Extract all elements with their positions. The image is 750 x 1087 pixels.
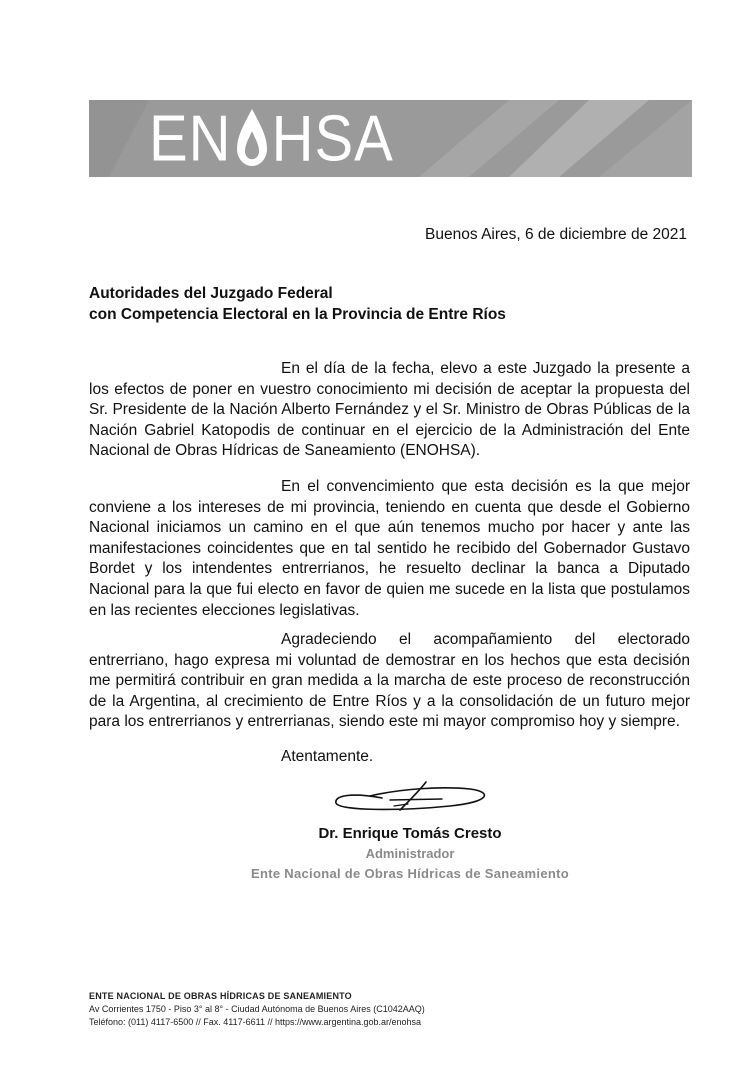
water-drop-icon [234,107,270,170]
handwritten-signature [330,776,495,816]
footer-contact: Teléfono: (011) 4117-6500 // Fax. 4117-6611 // https://www.argentina.gob.ar/enohsa [89,1017,422,1027]
body-paragraph-1: En el día de la fecha, elevo a este Juzgado la presente a los efectos de poner en vuestro conocimiento mi decisión de aceptar la propuesta del Sr. Presidente de la Nación Alberto Fernández y el Sr. Ministro de Obras Públicas de la Nación Gabriel Katopodis de continuar en el ejercicio de la Administración del Ente Nacional de Obras Hídricas de Saneamiento (ENOHSA). [89,360,690,460]
body-paragraph-2: En el convencimiento que esta decisión es la que mejor conviene a los intereses de mi provincia, teniendo en cuenta que desde el Gobierno Nacional iniciamos un camino en el que aún tenemos mucho por hacer y ante las manifestaciones coincidentes que en tal sentido he recibido del Gobernador Gustavo Bordet y los intendentes entrerrianos, he resuelto declinar la banca a Diputado Nacional para la que fui electo en favor de quien me sucede en la lista que postulamos en las recientes elecciones legislativas. [89,478,690,619]
signer-block [230,823,590,884]
logo-text-right: HSA [271,101,394,175]
letter-date: Buenos Aires, 6 de diciembre de 2021 [425,226,687,243]
header-banner [89,100,692,177]
signer-name: Dr. Enrique Tomás Cresto [318,825,502,842]
enohsa-logo [149,100,394,176]
footer-organization: ENTE NACIONAL DE OBRAS HÍDRICAS DE SANEAMIENTO [89,991,352,1001]
recipient-line-1: Autoridades del Juzgado Federal [89,285,333,302]
footer-address: Av Corrientes 1750 - Piso 3° al 8° - Ciudad Autónoma de Buenos Aires (C1042AAQ) [89,1004,425,1014]
signer-organization: Ente Nacional de Obras Hídricas de Saneamiento [251,866,569,881]
recipient-line-2: con Competencia Electoral en la Provincia de Entre Ríos [89,306,506,323]
recipient-block [89,283,506,325]
signer-role: Administrador [365,846,455,861]
body-paragraph-3: Agradeciendo el acompañamiento del electorado entrerriano, hago expresa mi voluntad de demostrar en los hechos que esta decisión me permitirá contribuir en gran medida a la marcha de este proceso de reconstrucción de la Argentina, al crecimiento de Entre Ríos y a la consolidación de un futuro mejor para los entrerrianos y entrerrianas, siendo este mi mayor compromiso hoy y siempre. [89,631,690,731]
page-footer [89,990,425,1029]
logo-text-left: EN [149,101,232,175]
closing-salutation: Atentamente. [281,748,374,765]
